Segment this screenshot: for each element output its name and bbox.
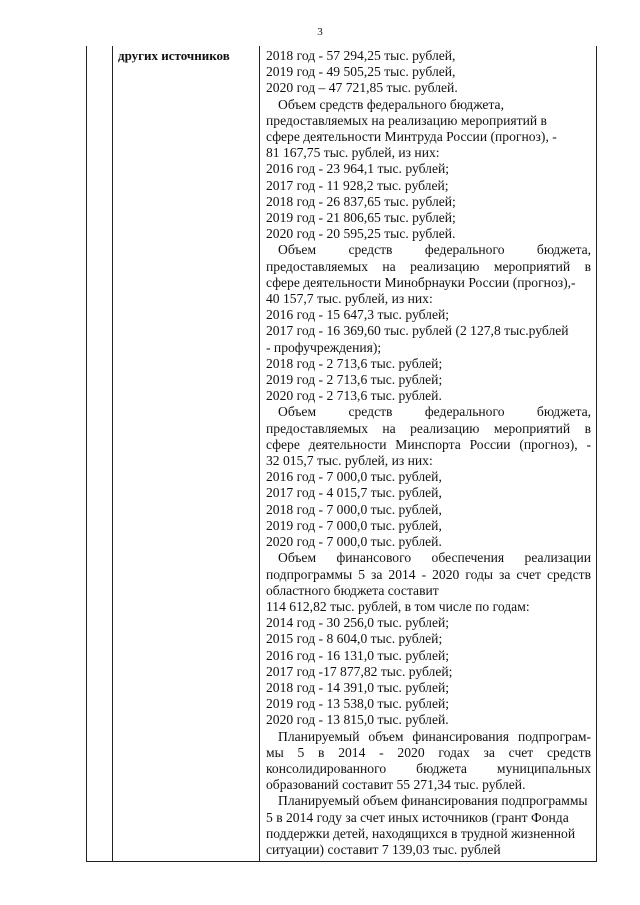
- text-line: сфере деятельности Минтруда России (прогноз), -: [266, 129, 557, 145]
- funding-details-cell: [266, 48, 591, 858]
- text-line: 2015 год - 8 604,0 тыс. рублей;: [266, 631, 443, 647]
- text-line: 2020 год - 13 815,0 тыс. рублей.: [266, 712, 449, 728]
- text-line: 2020 год – 47 721,85 тыс. рублей.: [266, 80, 458, 96]
- text-line: Объем средств федерального бюджета,: [278, 404, 591, 420]
- text-line: предоставляемых на реализацию мероприятий в: [266, 258, 591, 274]
- text-line: 114 612,82 тыс. рублей, в том числе по годам:: [266, 598, 530, 614]
- text-line: 2018 год - 2 713,6 тыс. рублей;: [266, 355, 443, 371]
- text-line: областного бюджета составит: [266, 582, 439, 598]
- text-line: 2016 год - 23 964,1 тыс. рублей;: [266, 161, 450, 177]
- text-line: поддержки детей, находящихся в трудной жизненной: [266, 825, 576, 841]
- text-line: сфере деятельности Минспорта России (прогноз), -: [266, 436, 591, 452]
- text-line: 2019 год - 2 713,6 тыс. рублей;: [266, 372, 443, 388]
- text-line: 2019 год - 21 806,65 тыс. рублей;: [266, 210, 456, 226]
- text-line: Планируемый объем финансирования подпрограм-: [278, 728, 591, 744]
- text-line: 2017 год - 4 015,7 тыс. рублей,: [266, 485, 442, 501]
- table-border-left: [86, 46, 87, 862]
- text-line: консолидированного бюджета муниципальных: [266, 760, 591, 776]
- text-line: 2018 год - 7 000,0 тыс. рублей,: [266, 501, 442, 517]
- table-column-divider-1: [112, 46, 113, 862]
- text-line: сфере деятельности Минобрнауки России (прогноз),-: [266, 274, 576, 290]
- text-line: 2020 год - 7 000,0 тыс. рублей.: [266, 534, 442, 550]
- table-column-divider-2: [259, 46, 260, 862]
- page-number: 3: [317, 26, 323, 38]
- text-line: 2014 год - 30 256,0 тыс. рублей;: [266, 615, 450, 631]
- text-line: 2020 год - 20 595,25 тыс. рублей.: [266, 226, 456, 242]
- text-line: 40 157,7 тыс. рублей, из них:: [266, 291, 433, 307]
- text-line: 2017 год - 11 928,2 тыс. рублей;: [266, 177, 449, 193]
- text-line: 2016 год - 16 131,0 тыс. рублей;: [266, 647, 450, 663]
- text-line: 2017 год -17 877,82 тыс. рублей;: [266, 663, 453, 679]
- text-line: 2018 год - 14 391,0 тыс. рублей;: [266, 679, 450, 695]
- text-line: 2020 год - 2 713,6 тыс. рублей.: [266, 388, 442, 404]
- text-line: образований составит 55 271,34 тыс. рублей.: [266, 777, 526, 793]
- text-line: подпрограммы 5 за 2014 - 2020 годы за счет средств: [266, 566, 591, 582]
- text-line: предоставляемых на реализацию мероприятий в: [266, 420, 591, 436]
- text-line: Планируемый объем финансирования подпрограммы: [278, 793, 588, 809]
- text-line: 2016 год - 7 000,0 тыс. рублей,: [266, 469, 442, 485]
- text-line: Объем средств федерального бюджета,: [278, 96, 504, 112]
- text-line: мы 5 в 2014 - 2020 годах за счет средств: [266, 744, 591, 760]
- text-line: 2019 год - 13 538,0 тыс. рублей;: [266, 696, 450, 712]
- text-line: 2017 год - 16 369,60 тыс. рублей (2 127,8 тыс.рублей: [266, 323, 569, 339]
- text-line: Объем финансового обеспечения реализации: [278, 550, 591, 566]
- budget-table: [86, 46, 596, 862]
- text-line: 2018 год - 26 837,65 тыс. рублей;: [266, 193, 456, 209]
- text-line: 81 167,75 тыс. рублей, из них:: [266, 145, 440, 161]
- text-line: 2019 год - 49 505,25 тыс. рублей,: [266, 64, 456, 80]
- text-line: 2018 год - 57 294,25 тыс. рублей,: [266, 48, 456, 63]
- table-border-right: [596, 46, 597, 862]
- text-line: 2019 год - 7 000,0 тыс. рублей,: [266, 517, 442, 533]
- text-line: ситуации) составит 7 139,03 тыс. рублей: [266, 841, 501, 857]
- text-line: 5 в 2014 году за счет иных источников (грант Фонда: [266, 809, 569, 825]
- table-border-bottom: [86, 861, 596, 862]
- text-line: - профучреждения);: [266, 339, 382, 355]
- source-label-cell: других источников: [118, 48, 230, 63]
- text-line: 32 015,7 тыс. рублей, из них:: [266, 453, 433, 469]
- text-line: предоставляемых на реализацию мероприятий в: [266, 112, 547, 128]
- text-line: Объем средств федерального бюджета,: [278, 242, 591, 258]
- text-line: 2016 год - 15 647,3 тыс. рублей;: [266, 307, 450, 323]
